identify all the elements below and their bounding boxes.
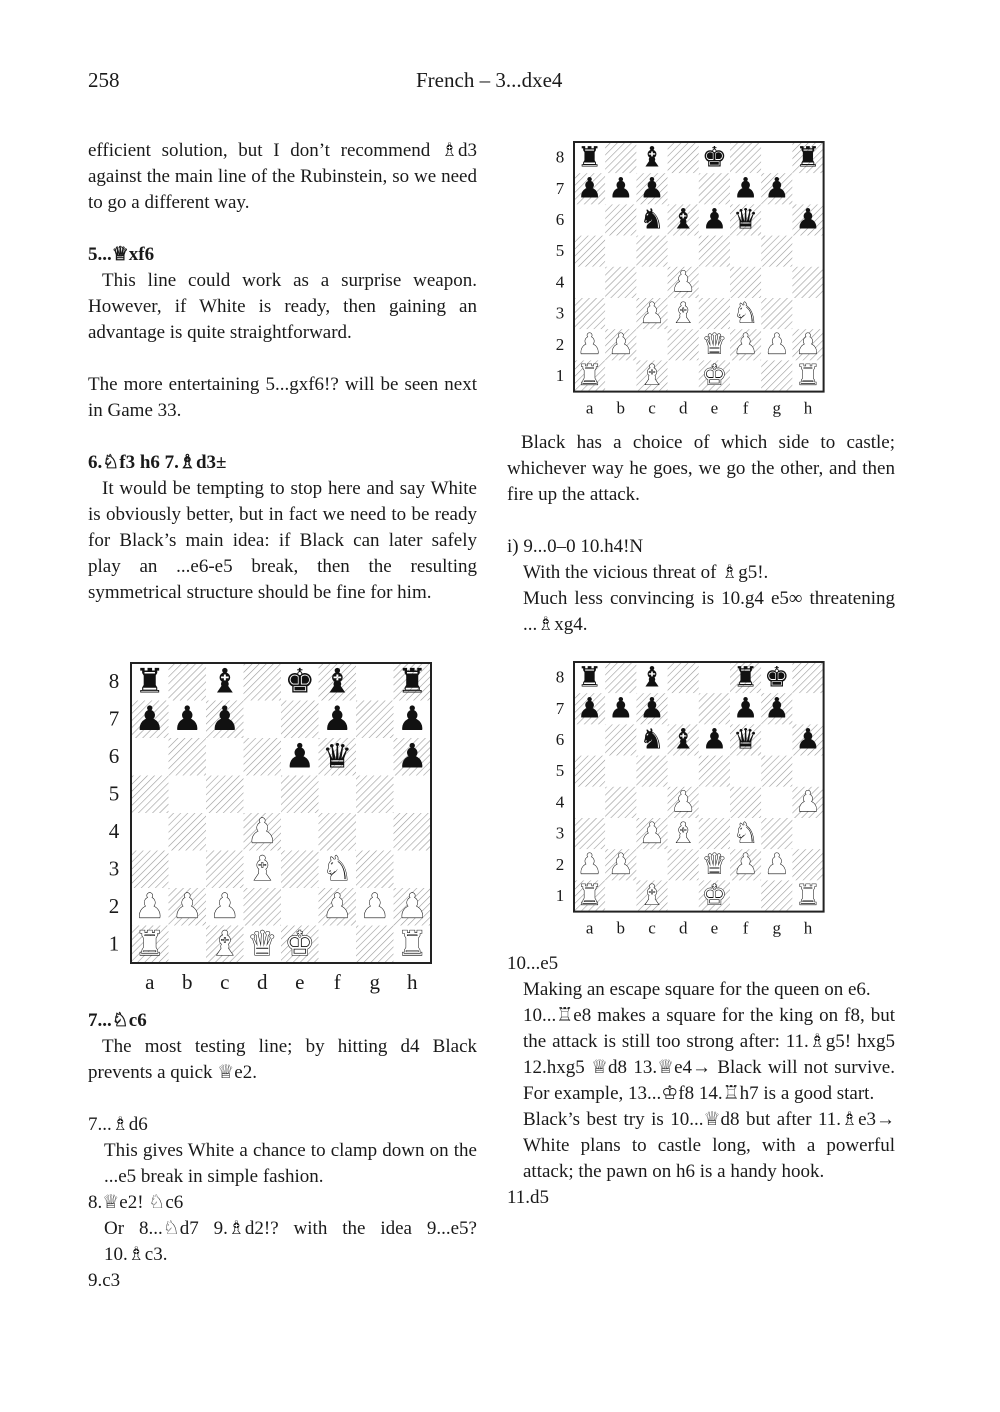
light-square xyxy=(131,738,169,776)
dark-square xyxy=(244,663,282,701)
dark-square xyxy=(574,298,605,329)
black-pawn-icon: ♟ xyxy=(701,202,727,236)
dark-square xyxy=(605,142,636,173)
file-label: c xyxy=(648,398,656,418)
black-bishop-icon: ♝ xyxy=(670,722,696,756)
dark-square xyxy=(131,776,169,814)
rank-label: 7 xyxy=(555,698,565,718)
light-square xyxy=(668,693,699,724)
black-pawn-icon: ♟ xyxy=(172,698,203,738)
white-pawn-icon: ♟ xyxy=(733,847,759,881)
rank-label: 4 xyxy=(555,272,565,292)
light-square xyxy=(281,888,319,926)
dark-square xyxy=(792,662,823,693)
white-pawn-icon: ♟ xyxy=(639,296,665,330)
rank-label: 2 xyxy=(555,334,565,354)
file-label: h xyxy=(803,398,813,418)
dark-square xyxy=(761,298,792,329)
black-bishop-icon: ♝ xyxy=(639,140,665,174)
black-rook-icon: ♜ xyxy=(577,140,603,174)
white-pawn-icon: ♟ xyxy=(397,886,428,926)
dark-square xyxy=(699,173,730,204)
black-rook-icon: ♜ xyxy=(397,661,428,701)
black-queen-icon: ♛ xyxy=(733,202,759,236)
dark-square xyxy=(761,360,792,391)
file-label: h xyxy=(803,918,813,938)
white-rook-icon: ♜ xyxy=(134,923,165,963)
white-pawn-icon: ♟ xyxy=(670,265,696,299)
paragraph: Much less convincing is 10.g4 e5∞ threatening ...♗xg4. xyxy=(523,588,895,635)
left-column-top xyxy=(88,138,477,606)
white-pawn-icon: ♟ xyxy=(134,886,165,926)
file-label: g xyxy=(369,970,380,994)
black-queen-icon: ♛ xyxy=(322,736,353,776)
light-square xyxy=(356,738,394,776)
dark-square xyxy=(699,756,730,787)
light-square xyxy=(356,813,394,851)
black-pawn-icon: ♟ xyxy=(608,691,634,725)
file-label: a xyxy=(585,918,594,938)
dark-square xyxy=(574,236,605,267)
white-queen-icon: ♛ xyxy=(701,847,727,881)
rank-label: 5 xyxy=(555,241,565,261)
light-square xyxy=(792,173,823,204)
rank-label: 7 xyxy=(555,178,565,198)
dark-square xyxy=(761,880,792,911)
black-pawn-icon: ♟ xyxy=(322,698,353,738)
file-label: b xyxy=(616,398,626,418)
white-rook-icon: ♜ xyxy=(577,358,603,392)
paragraph: The more entertaining 5...gxf6!? will be seen next in Game 33. xyxy=(88,374,477,421)
dark-square xyxy=(605,724,636,755)
move-line: 8.♕e2! ♘c6 xyxy=(88,1192,184,1213)
light-square xyxy=(394,776,432,814)
light-square xyxy=(761,204,792,235)
white-pawn-icon: ♟ xyxy=(608,847,634,881)
black-king-icon: ♚ xyxy=(701,140,727,174)
rank-label: 3 xyxy=(555,303,565,323)
move-line: 10...e5 xyxy=(507,953,559,974)
light-square xyxy=(206,813,244,851)
rank-label: 2 xyxy=(108,893,120,918)
white-pawn-icon: ♟ xyxy=(639,816,665,850)
light-square xyxy=(668,173,699,204)
light-square xyxy=(394,851,432,889)
file-label: h xyxy=(407,970,418,994)
right-column-middle xyxy=(507,430,895,638)
move-heading: 6.♘f3 h6 7.♗d3± xyxy=(88,452,227,473)
dark-square xyxy=(281,776,319,814)
white-pawn-icon: ♟ xyxy=(577,847,603,881)
file-label: d xyxy=(678,398,688,418)
dark-square xyxy=(699,298,730,329)
light-square xyxy=(605,756,636,787)
rank-label: 2 xyxy=(555,854,565,874)
light-square xyxy=(761,142,792,173)
white-bishop-icon: ♝ xyxy=(639,878,665,912)
file-label: e xyxy=(710,398,719,418)
dark-square xyxy=(636,756,667,787)
light-square xyxy=(244,776,282,814)
light-square xyxy=(319,776,357,814)
white-pawn-icon: ♟ xyxy=(247,811,278,851)
black-pawn-icon: ♟ xyxy=(639,171,665,205)
light-square xyxy=(605,360,636,391)
dark-square xyxy=(668,142,699,173)
dark-square xyxy=(668,329,699,360)
white-pawn-icon: ♟ xyxy=(322,886,353,926)
paragraph: Or 8...♘d7 9.♗d2!? with the idea 9...e5? 10.♗c3. xyxy=(104,1218,477,1265)
light-square xyxy=(605,236,636,267)
black-pawn-icon: ♟ xyxy=(284,736,315,776)
dark-square xyxy=(636,236,667,267)
paragraph: The most testing line; by hitting d4 Black prevents a quick ♕e2. xyxy=(88,1036,477,1083)
rank-label: 3 xyxy=(555,823,565,843)
dark-square xyxy=(131,851,169,889)
dark-square xyxy=(281,701,319,739)
move-heading: 7...♘c6 xyxy=(88,1010,147,1031)
light-square xyxy=(206,738,244,776)
rank-label: 4 xyxy=(108,818,120,843)
paragraph: 10...♖e8 makes a square for the king on f8, but the attack is still too strong after: 11.♗g5! hxg5 12.hxg5 ♕d8 13.♕e4→ Black will not survive. For example, 13...♔f8 14.♖h7 is a good start. xyxy=(523,1005,895,1104)
light-square xyxy=(668,360,699,391)
white-king-icon: ♚ xyxy=(701,878,727,912)
dark-square xyxy=(244,738,282,776)
file-label: f xyxy=(742,918,749,938)
light-square xyxy=(169,776,207,814)
light-square xyxy=(668,880,699,911)
paragraph: This line could work as a surprise weapon. However, if White is ready, then gaining an advantage is quite straightforward. xyxy=(88,270,477,343)
dark-square xyxy=(730,267,761,298)
black-pawn-icon: ♟ xyxy=(733,691,759,725)
light-square xyxy=(792,298,823,329)
dark-square xyxy=(605,662,636,693)
dark-square xyxy=(605,267,636,298)
black-pawn-icon: ♟ xyxy=(608,171,634,205)
dark-square xyxy=(206,851,244,889)
white-rook-icon: ♜ xyxy=(795,358,821,392)
white-king-icon: ♚ xyxy=(701,358,727,392)
black-bishop-icon: ♝ xyxy=(639,660,665,694)
light-square xyxy=(730,880,761,911)
dark-square xyxy=(605,787,636,818)
move-heading: 5...♕xf6 xyxy=(88,244,155,265)
light-square xyxy=(730,236,761,267)
file-label: c xyxy=(220,970,230,994)
dark-square xyxy=(699,818,730,849)
white-bishop-icon: ♝ xyxy=(247,848,278,888)
black-king-icon: ♚ xyxy=(284,661,315,701)
white-queen-icon: ♛ xyxy=(701,327,727,361)
rank-label: 8 xyxy=(555,667,565,687)
white-pawn-icon: ♟ xyxy=(172,886,203,926)
black-pawn-icon: ♟ xyxy=(134,698,165,738)
chess-board xyxy=(100,660,440,1000)
white-pawn-icon: ♟ xyxy=(359,886,390,926)
black-rook-icon: ♜ xyxy=(733,660,759,694)
dark-square xyxy=(792,267,823,298)
black-pawn-icon: ♟ xyxy=(209,698,240,738)
chess-diagram xyxy=(100,660,440,1000)
white-pawn-icon: ♟ xyxy=(764,327,790,361)
chess-diagram xyxy=(542,140,832,422)
file-label: f xyxy=(742,398,749,418)
light-square xyxy=(574,267,605,298)
dark-square xyxy=(730,787,761,818)
black-rook-icon: ♜ xyxy=(134,661,165,701)
dark-square xyxy=(699,693,730,724)
black-pawn-icon: ♟ xyxy=(764,171,790,205)
paragraph: efficient solution, but I don’t recommend ♗d3 against the main line of the Rubinstein, so we need to go a different way. xyxy=(88,140,477,213)
dark-square xyxy=(281,851,319,889)
white-knight-icon: ♞ xyxy=(733,296,759,330)
rank-label: 5 xyxy=(555,761,565,781)
white-pawn-icon: ♟ xyxy=(795,327,821,361)
rank-label: 4 xyxy=(555,792,565,812)
black-pawn-icon: ♟ xyxy=(701,722,727,756)
rank-label: 1 xyxy=(555,365,565,385)
white-pawn-icon: ♟ xyxy=(733,327,759,361)
black-knight-icon: ♞ xyxy=(639,722,665,756)
dark-square xyxy=(761,818,792,849)
rank-label: 1 xyxy=(555,885,565,905)
light-square xyxy=(699,787,730,818)
dark-square xyxy=(730,142,761,173)
rank-label: 8 xyxy=(555,147,565,167)
light-square xyxy=(668,756,699,787)
black-bishop-icon: ♝ xyxy=(322,661,353,701)
light-square xyxy=(636,787,667,818)
black-pawn-icon: ♟ xyxy=(577,171,603,205)
file-label: b xyxy=(182,970,193,994)
light-square xyxy=(699,662,730,693)
light-square xyxy=(281,813,319,851)
black-pawn-icon: ♟ xyxy=(577,691,603,725)
light-square xyxy=(605,880,636,911)
light-square xyxy=(792,693,823,724)
dark-square xyxy=(244,888,282,926)
black-king-icon: ♚ xyxy=(764,660,790,694)
white-bishop-icon: ♝ xyxy=(639,358,665,392)
dark-square xyxy=(169,813,207,851)
light-square xyxy=(792,236,823,267)
light-square xyxy=(574,724,605,755)
light-square xyxy=(356,663,394,701)
light-square xyxy=(636,849,667,880)
light-square xyxy=(699,267,730,298)
dark-square xyxy=(356,851,394,889)
paragraph: Black has a choice of which side to castle; whichever way he goes, we go the other, and then fire up the attack. xyxy=(507,432,895,505)
white-pawn-icon: ♟ xyxy=(209,886,240,926)
chess-diagram xyxy=(542,660,832,942)
white-knight-icon: ♞ xyxy=(322,848,353,888)
light-square xyxy=(574,787,605,818)
chess-board xyxy=(542,660,832,942)
black-pawn-icon: ♟ xyxy=(733,171,759,205)
white-rook-icon: ♜ xyxy=(795,878,821,912)
black-bishop-icon: ♝ xyxy=(670,202,696,236)
light-square xyxy=(605,818,636,849)
dark-square xyxy=(761,756,792,787)
paragraph: With the vicious threat of ♗g5!. xyxy=(523,562,769,583)
dark-square xyxy=(792,849,823,880)
file-label: f xyxy=(333,970,341,994)
page-number: 258 xyxy=(88,68,120,92)
white-bishop-icon: ♝ xyxy=(209,923,240,963)
black-pawn-icon: ♟ xyxy=(397,698,428,738)
white-pawn-icon: ♟ xyxy=(608,327,634,361)
rank-label: 5 xyxy=(108,781,120,806)
dark-square xyxy=(574,818,605,849)
dark-square xyxy=(574,756,605,787)
paragraph: It would be tempting to stop here and say White is obviously better, but in fact we need to be ready for Black’s main idea: if Black can later safely play an ...e6-e5 break, then the resulting symmetrical structure should be fine for him. xyxy=(88,478,477,603)
black-pawn-icon: ♟ xyxy=(795,722,821,756)
chess-board xyxy=(542,140,832,422)
dark-square xyxy=(206,776,244,814)
light-square xyxy=(319,926,357,964)
dark-square xyxy=(668,849,699,880)
light-square xyxy=(169,926,207,964)
rank-label: 6 xyxy=(555,209,565,229)
light-square xyxy=(131,813,169,851)
light-square xyxy=(169,851,207,889)
file-label: e xyxy=(295,970,305,994)
file-label: d xyxy=(257,970,268,994)
light-square xyxy=(761,267,792,298)
dark-square xyxy=(169,663,207,701)
white-king-icon: ♚ xyxy=(284,923,315,963)
rank-label: 3 xyxy=(108,856,120,881)
file-label: d xyxy=(678,918,688,938)
light-square xyxy=(792,818,823,849)
dark-square xyxy=(169,738,207,776)
paragraph: This gives White a chance to clamp down on the ...e5 break in simple fashion. xyxy=(104,1140,477,1187)
file-label: a xyxy=(585,398,594,418)
file-label: b xyxy=(616,918,626,938)
dark-square xyxy=(319,813,357,851)
black-pawn-icon: ♟ xyxy=(795,202,821,236)
dark-square xyxy=(668,662,699,693)
light-square xyxy=(668,236,699,267)
file-label: g xyxy=(772,398,782,418)
white-pawn-icon: ♟ xyxy=(764,847,790,881)
rank-label: 8 xyxy=(108,668,120,693)
move-line: 7...♗d6 xyxy=(88,1114,148,1135)
move-line: 9.c3 xyxy=(88,1270,121,1291)
light-square xyxy=(761,724,792,755)
black-pawn-icon: ♟ xyxy=(764,691,790,725)
dark-square xyxy=(356,926,394,964)
rank-label: 1 xyxy=(108,931,120,956)
white-queen-icon: ♛ xyxy=(247,923,278,963)
paragraph: Black’s best try is 10...♕d8 but after 11.♗e3→ White plans to castle long, with a powerful attack; the pawn on h6 is a handy hook. xyxy=(523,1109,895,1182)
left-column-bottom xyxy=(88,1008,477,1294)
light-square xyxy=(574,204,605,235)
white-bishop-icon: ♝ xyxy=(670,296,696,330)
dark-square xyxy=(605,204,636,235)
running-head: French – 3...dxe4 xyxy=(416,68,563,92)
file-label: c xyxy=(648,918,656,938)
move-line: i) 9...0–0 10.h4!N xyxy=(507,536,644,557)
light-square xyxy=(730,756,761,787)
dark-square xyxy=(356,701,394,739)
white-pawn-icon: ♟ xyxy=(577,327,603,361)
file-label: e xyxy=(710,918,719,938)
paragraph: Making an escape square for the queen on e6. xyxy=(523,979,871,1000)
white-rook-icon: ♜ xyxy=(577,878,603,912)
black-pawn-icon: ♟ xyxy=(639,691,665,725)
right-column-bottom xyxy=(507,951,895,1211)
move-line: 11.d5 xyxy=(507,1187,550,1208)
light-square xyxy=(792,756,823,787)
black-queen-icon: ♛ xyxy=(733,722,759,756)
white-pawn-icon: ♟ xyxy=(795,785,821,819)
rank-label: 6 xyxy=(108,743,120,768)
rank-label: 6 xyxy=(555,729,565,749)
dark-square xyxy=(699,236,730,267)
black-rook-icon: ♜ xyxy=(577,660,603,694)
black-pawn-icon: ♟ xyxy=(397,736,428,776)
white-knight-icon: ♞ xyxy=(733,816,759,850)
white-rook-icon: ♜ xyxy=(397,923,428,963)
black-knight-icon: ♞ xyxy=(639,202,665,236)
file-label: g xyxy=(772,918,782,938)
light-square xyxy=(730,360,761,391)
dark-square xyxy=(356,776,394,814)
dark-square xyxy=(394,813,432,851)
black-rook-icon: ♜ xyxy=(795,140,821,174)
dark-square xyxy=(761,236,792,267)
black-bishop-icon: ♝ xyxy=(209,661,240,701)
light-square xyxy=(636,267,667,298)
rank-label: 7 xyxy=(108,706,120,731)
light-square xyxy=(636,329,667,360)
light-square xyxy=(605,298,636,329)
file-label: a xyxy=(145,970,155,994)
light-square xyxy=(761,787,792,818)
white-pawn-icon: ♟ xyxy=(670,785,696,819)
white-bishop-icon: ♝ xyxy=(670,816,696,850)
light-square xyxy=(244,701,282,739)
